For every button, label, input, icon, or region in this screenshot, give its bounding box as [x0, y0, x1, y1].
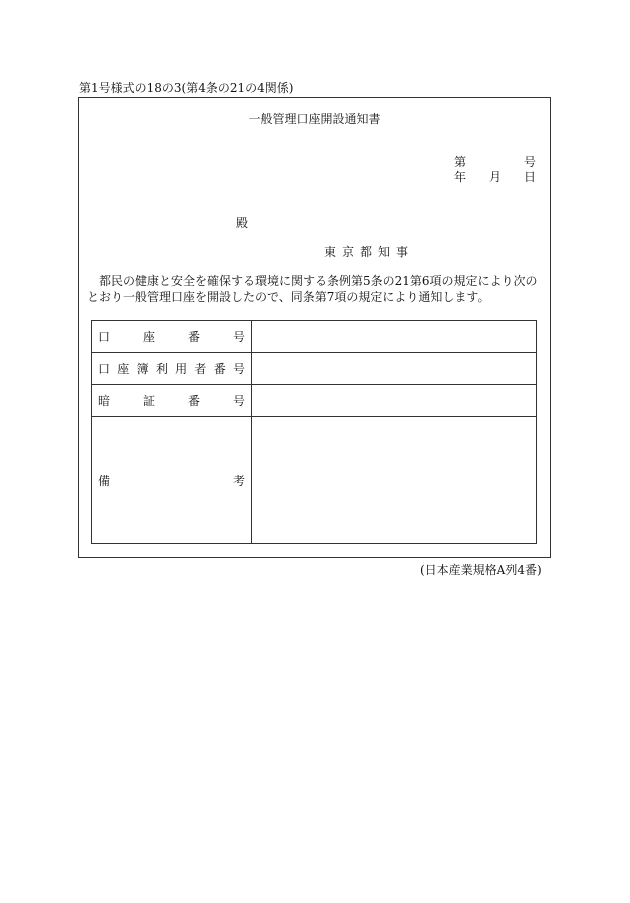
label-pin-code — [92, 385, 252, 417]
label-remarks — [92, 417, 252, 544]
label-char: 号 — [232, 362, 245, 376]
spread-label — [98, 392, 245, 409]
date-day: 日 — [523, 170, 536, 184]
table-row — [92, 321, 537, 353]
label-account-number — [92, 321, 252, 353]
label-char: 番 — [187, 394, 200, 408]
document-date-line — [454, 169, 536, 185]
notice-body-text: 都民の健康と安全を確保する環境に関する条例第5条の21第6項の規定により次のとおり一般管理口座を開設したので、同条第7項の規定により通知します。 — [87, 274, 538, 304]
label-char: 口 — [98, 362, 111, 376]
label-char: 者 — [194, 362, 207, 376]
account-info-table — [91, 320, 537, 544]
label-char: 座 — [142, 330, 155, 344]
label-char: 座 — [117, 362, 130, 376]
table-row — [92, 385, 537, 417]
label-char: 口 — [98, 330, 111, 344]
form-number-label: 第1号様式の18の3(第4条の21の4関係) — [79, 81, 294, 95]
label-char: 考 — [232, 473, 245, 488]
label-char: 利 — [155, 362, 168, 376]
date-year: 年 — [454, 170, 467, 184]
date-month: 月 — [488, 170, 501, 184]
label-char: 備 — [98, 473, 111, 488]
label-char: 暗 — [98, 394, 111, 408]
issuer-name: 東京都知事 — [324, 245, 415, 259]
value-pin-code[interactable] — [252, 385, 537, 417]
number-prefix: 第 — [454, 155, 467, 169]
label-char: 証 — [142, 394, 155, 408]
label-char: 号 — [232, 330, 245, 344]
document-title: 一般管理口座開設通知書 — [248, 112, 381, 126]
spread-label — [98, 360, 245, 377]
spread-label — [98, 472, 245, 489]
number-suffix: 号 — [523, 155, 536, 169]
label-registry-user-number — [92, 353, 252, 385]
table-row — [92, 353, 537, 385]
spread-label — [98, 328, 245, 345]
paper-size-note: (日本産業規格A列4番) — [420, 563, 542, 577]
label-char: 番 — [213, 362, 226, 376]
value-account-number[interactable] — [252, 321, 537, 353]
addressee-line: 殿 — [236, 216, 249, 230]
value-remarks[interactable] — [252, 417, 537, 544]
table-row — [92, 417, 537, 544]
value-registry-user-number[interactable] — [252, 353, 537, 385]
label-char: 番 — [187, 330, 200, 344]
form-frame — [78, 97, 551, 558]
label-char: 用 — [175, 362, 188, 376]
label-char: 号 — [232, 394, 245, 408]
label-char: 簿 — [136, 362, 149, 376]
document-number-line — [454, 154, 536, 170]
